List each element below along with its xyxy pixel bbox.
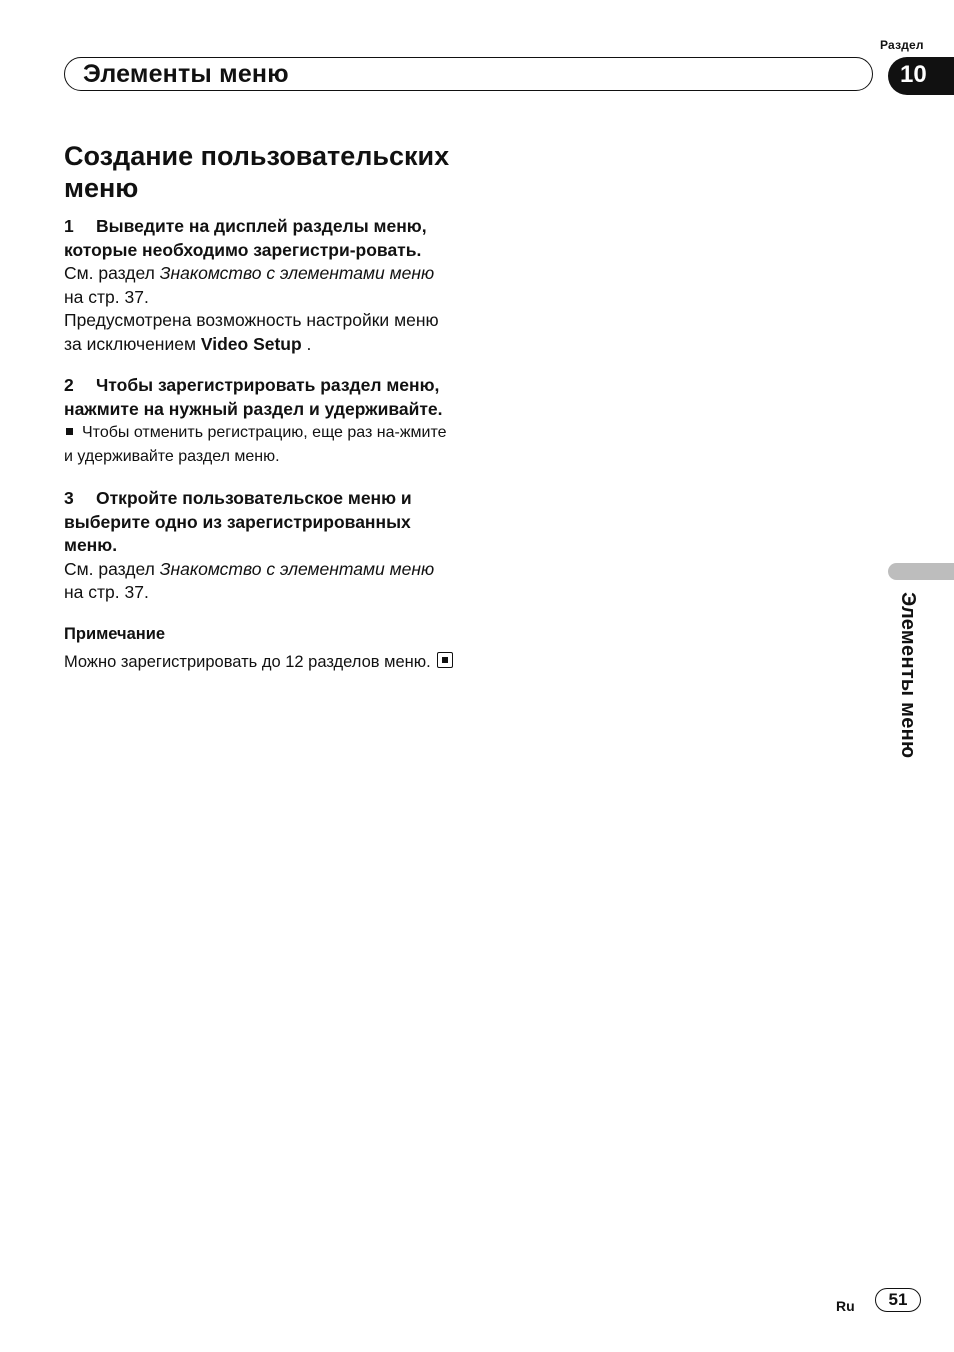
step-title: 3 Откройте пользовательское меню и выберите одно из зарегистрированных меню. — [64, 488, 412, 555]
header-title: Элементы меню — [83, 60, 289, 88]
step-number: 3 — [64, 488, 74, 508]
language-code: Ru — [836, 1298, 855, 1314]
section-badge — [888, 57, 954, 95]
page-heading: Создание пользовательских меню — [64, 141, 450, 203]
step-2 — [64, 374, 454, 469]
step-number: 2 — [64, 375, 74, 395]
step-description: Предусмотрена возможность настройки меню за исключением Video Setup . — [64, 310, 439, 354]
end-of-section-icon — [437, 652, 453, 668]
step-title: 1 Выведите на дисплей разделы меню, которые необходимо зарегистри-ровать. — [64, 216, 427, 260]
header-bar — [64, 57, 873, 91]
bullet-item: Чтобы отменить регистрацию, еще раз на-жмите и удерживайте раздел меню. — [64, 424, 447, 465]
cross-reference-link: Знакомство с элементами меню — [159, 263, 435, 283]
section-label: Раздел — [880, 38, 924, 52]
cross-reference-link: Знакомство с элементами меню — [159, 558, 435, 579]
step-1 — [64, 215, 454, 356]
section-number: 10 — [900, 61, 927, 88]
step-3 — [64, 487, 454, 605]
step-reference: См. раздел Знакомство с элементами меню на стр. 37. — [64, 558, 435, 602]
bullet-square-icon — [66, 428, 73, 435]
note-title: Примечание — [64, 624, 166, 643]
video-setup-term: Video Setup — [200, 333, 302, 354]
side-tab-label: Элементы меню — [897, 592, 919, 759]
main-content — [64, 215, 454, 674]
page-number: 51 — [875, 1288, 921, 1312]
note-text: Можно зарегистрировать до 12 разделов меню. — [64, 650, 454, 674]
step-number: 1 — [64, 216, 74, 236]
step-reference: См. раздел Знакомство с элементами меню на стр. 37. — [64, 263, 435, 307]
side-tab-marker — [888, 563, 954, 580]
note — [64, 623, 454, 675]
step-title: 2 Чтобы зарегистрировать раздел меню, нажмите на нужный раздел и удерживайте. — [64, 375, 443, 419]
